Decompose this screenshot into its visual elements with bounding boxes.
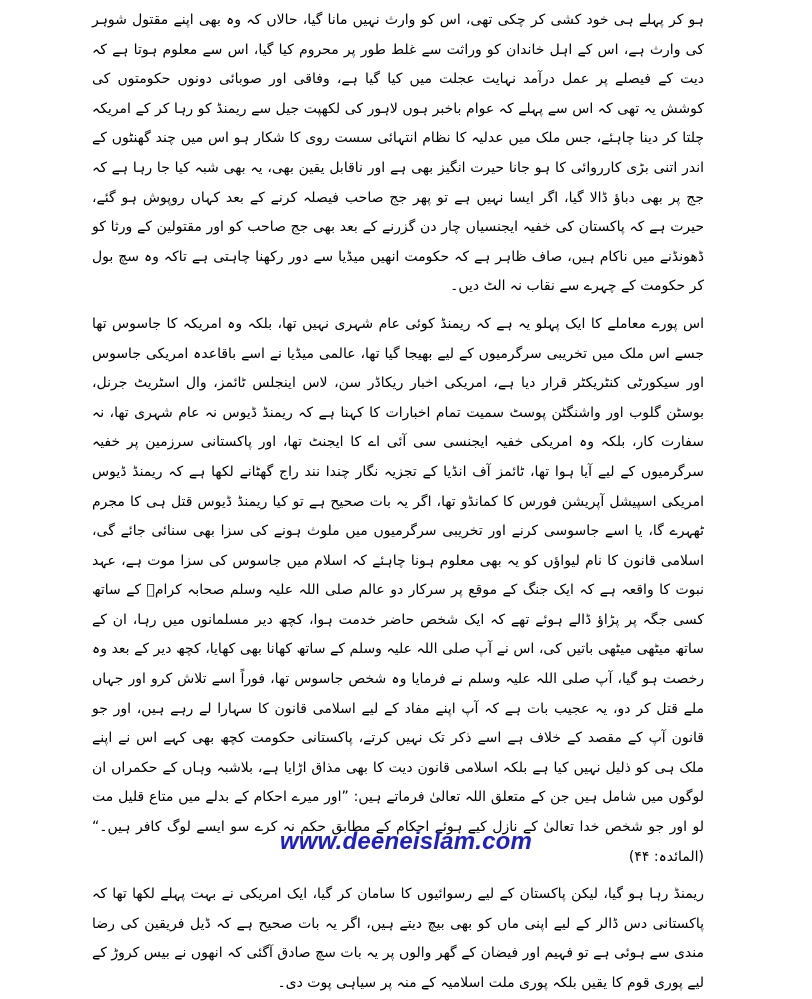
website-url[interactable]: www.deeneislam.com [279,828,533,855]
article-paragraph: ریمنڈ رہا ہو گیا، لیکن پاکستان کے لیے رسوائیوں کا سامان کر گیا، ایک امریکی نے بہت پہلے لکھا تھا کہ پاکستانی دس ڈالر کے لیے اپنی ماں کو بھی بیچ دیتے ہیں، اگر یہ بات صحیح ہے کہ ڈیل فریقین کی رضا مندی سے ہوئی ہے تو فہیم اور فیضان کے گھر والوں پر یہ بات سچ صادق آگئی کہ انھوں نے بیس کروڑ کے لیے پوری قوم کا یقیں بلکہ پوری ملت اسلامیہ کے منہ پر سیاہی پوت دی۔ [92,886,704,991]
article-paragraph: ہو کر پہلے ہی خود کشی کر چکی تھی، اس کو وارث نہیں مانا گیا، حالاں کہ وہ بھی اپنے مقتول شوہر کی وارث ہے، اس کے اہل خاندان کو وراثت سے غلط طور پر محروم کیا گیا، اس سے معلوم ہوتا ہے کہ دیت کے فیصلے پر عمل درآمد نہایت عجلت میں کیا گیا ہے، وفاقی اور صوبائی دونوں حکومتوں کی کوشش یہ تھی کہ اس سے پہلے کہ عوام باخبر ہوں لاہور کی لکھپت جیل سے ریمنڈ کو رہا کر کے امریکہ چلتا کر دینا چاہئے، جس ملک میں عدلیہ کا نظام انتہائی سست روی کا شکار ہو اس میں چند گھنٹوں کے اندر اتنی بڑی کارروائی کا ہو جانا حیرت انگیز بھی ہے اور ناقابل یقین بھی، یہ بھی شبہ کیا جا رہا ہے کہ جج پر بھی دباؤ ڈالا گیا، اگر ایسا نہیں ہے تو پھر جج صاحب فیصلہ کرنے کے بعد کہاں روپوش ہو گئے، حیرت ہے کہ پاکستان کی خفیہ ایجنسیاں چار دن گزرنے کے بعد بھی جج صاحب کو اور مقتولین کے ورثا کو ڈھونڈنے میں ناکام ہیں، صاف ظاہر ہے کہ حکومت انھیں میڈیا سے دور رکھنا چاہتی ہے تاکہ وہ سچ بول کر حکومت کے چہرے سے نقاب نہ الٹ دیں۔ [92,12,704,295]
article-paragraph: اس پورے معاملے کا ایک پہلو یہ ہے کہ ریمنڈ کوئی عام شہری نہیں تھا، بلکہ وہ امریکہ کا جاسوس تھا جسے اس ملک میں تخریبی سرگرمیوں کے لیے بھیجا گیا تھا، عالمی میڈیا نے اسے باقاعدہ امریکی جاسوس اور سیکورٹی کنٹریکٹر قرار دیا ہے، امریکی اخبار ریکاڈر سن، لاس اینجلس ٹائمز، وال اسٹریٹ جرنل، بوسٹن گلوب اور واشنگٹن پوسٹ سمیت تمام اخبارات کا کہنا ہے کہ ریمنڈ ڈیوس نہ عام شہری تھا، نہ سفارت کار، بلکہ وہ امریکی خفیہ ایجنسی سی آئی اے کا ایجنٹ تھا، اور پاکستانی سرزمین پر خفیہ سرگرمیوں کے لیے آیا ہوا تھا، ٹائمز آف انڈیا کے تجزیہ نگار چندا نند راج گھٹانے لکھا ہے کہ ریمنڈ ڈیوس امریکی اسپیشل آپریشن فورس کا کمانڈو تھا، اگر یہ بات صحیح ہے تو کیا ریمنڈ ڈیوس قتل ہی کا مجرم ٹھہرے گا، یا اسے جاسوسی کرنے اور تخریبی سرگرمیوں میں ملوث ہونے کی سزا بھی سنائی جائے گی، اسلامی قانون کا نام لیواؤں کو یہ بھی معلوم ہونا چاہئے کہ اسلام میں جاسوس کی سزا موت ہے، عہد نبوت کا واقعہ ہے کہ ایک جنگ کے موقع پر سرکار دو عالم صلی اللہ علیہ وسلم صحابہ کرامؓ کے ساتھ کسی جگہ پر پڑاؤ ڈالے ہوئے تھے کہ ایک شخص حاضر خدمت ہوا، کچھ دیر مسلمانوں میں رہا، ان کے ساتھ میٹھی میٹھی باتیں کی، اس نے آپ صلی اللہ علیہ وسلم کے ساتھ کھانا بھی کھایا، کچھ دیر کے بعد وہ رخصت ہو گیا، آپ صلی اللہ علیہ وسلم نے فرمایا وہ شخص جاسوس تھا، فوراً اسے تلاش کرو اور جہاں ملے قتل کر دو، یہ عجیب بات ہے کہ آپ اپنے مفاد کے لیے اسلامی قانون کا سہارا لے رہے ہیں، اور جو قانون آپ کے مقصد کے خلاف ہے اسے ذکر تک نہیں کرتے، پاکستانی حکومت کچھ بھی کہے اس نے اپنے ملک ہی کو ذلیل نہیں کیا ہے بلکہ اسلامی قانون دیت کا بھی مذاق اڑایا ہے، بلاشبہ وہاں کے حکمراں ان لوگوں میں شامل ہیں جن کے متعلق اللہ تعالیٰ فرماتے ہیں: ”اور میرے احکام کے بدلے میں متاع قلیل مت لو اور جو شخص خدا تعالیٰ کے نازل کیے ہوئے احکام کے مطابق حکم نہ کرے سو ایسے لوگ کافر ہیں۔“ (المائدہ: ۴۴) [92,315,704,865]
